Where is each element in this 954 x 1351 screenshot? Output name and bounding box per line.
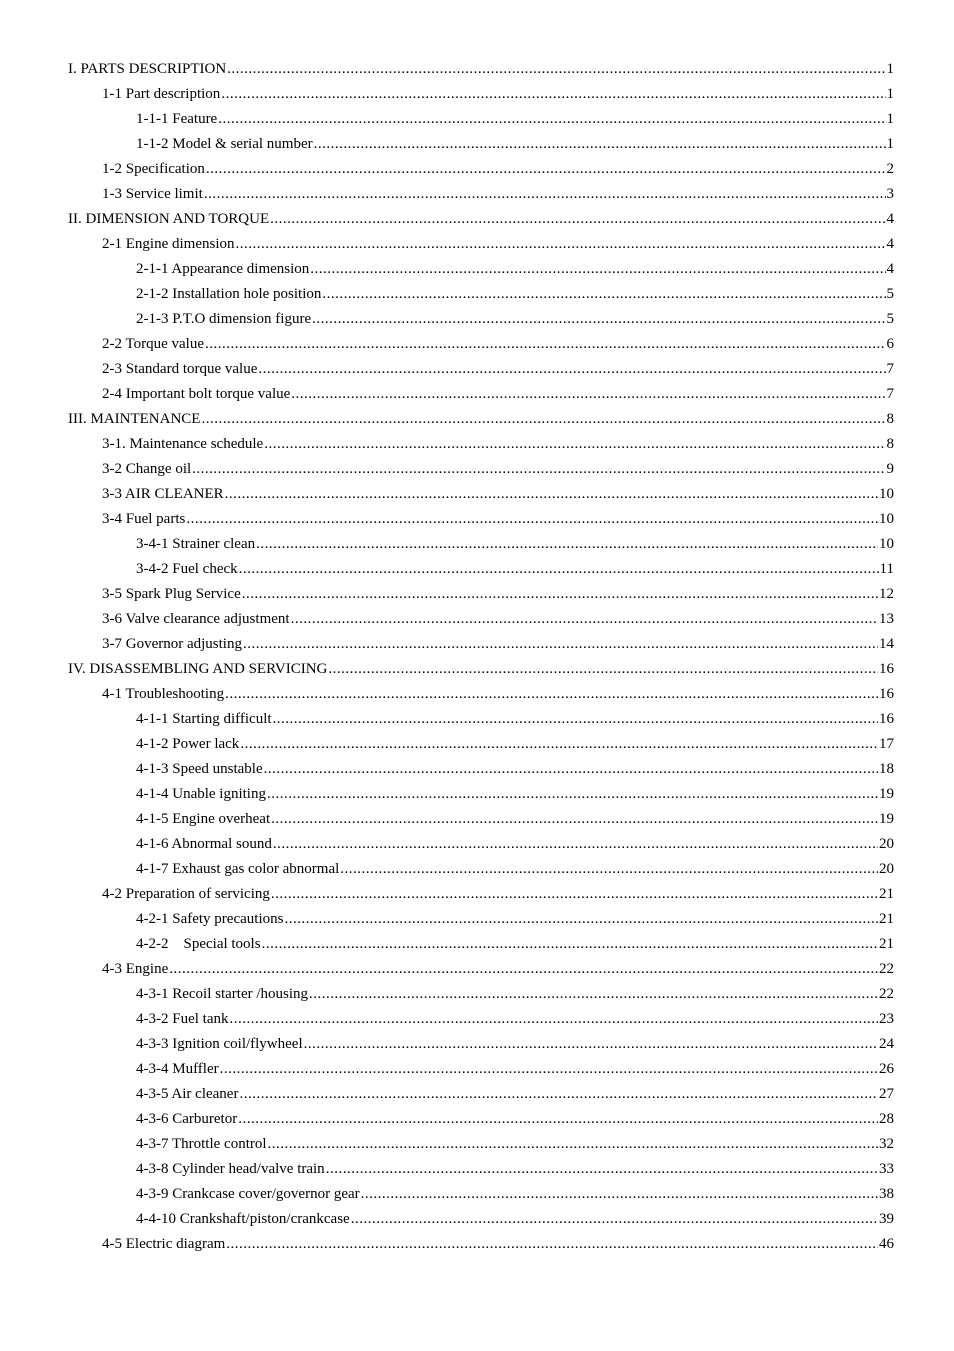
toc-entry-page-number: 9 — [886, 461, 894, 477]
toc-entry[interactable] — [0, 232, 954, 257]
toc-entry-page-number: 33 — [879, 1161, 894, 1177]
dot-leader — [262, 932, 878, 957]
dot-leader — [361, 1182, 878, 1207]
toc-entry-title: 2-1-2 Installation hole position — [136, 286, 322, 302]
toc-entry[interactable] — [0, 407, 954, 432]
dot-leader — [238, 1107, 878, 1132]
dot-leader — [351, 1207, 878, 1232]
toc-entry[interactable] — [0, 907, 954, 932]
dot-leader — [242, 582, 878, 607]
toc-entry-title: 1-3 Service limit — [102, 186, 203, 202]
dot-leader — [227, 57, 885, 82]
toc-entry[interactable] — [0, 532, 954, 557]
toc-entry[interactable] — [0, 957, 954, 982]
toc-entry-title: IV. DISASSEMBLING AND SERVICING — [68, 661, 328, 677]
toc-entry-page-number: 1 — [886, 136, 894, 152]
toc-entry[interactable] — [0, 82, 954, 107]
dot-leader — [268, 1132, 878, 1157]
toc-entry-title: 4-1-2 Power lack — [136, 736, 240, 752]
toc-entry-page-number: 19 — [879, 786, 894, 802]
toc-entry-title: I. PARTS DESCRIPTION — [68, 61, 227, 77]
toc-entry-page-number: 10 — [879, 536, 894, 552]
toc-entry[interactable] — [0, 707, 954, 732]
toc-entry-page-number: 17 — [879, 736, 894, 752]
dot-leader — [264, 757, 878, 782]
toc-entry-title: 4-3-6 Carburetor — [136, 1111, 238, 1127]
dot-leader — [271, 807, 878, 832]
toc-entry[interactable] — [0, 307, 954, 332]
toc-entry[interactable] — [0, 882, 954, 907]
toc-entry-title: 1-1-2 Model & serial number — [136, 136, 313, 152]
toc-entry-page-number: 4 — [886, 261, 894, 277]
toc-entry-page-number: 12 — [879, 586, 894, 602]
dot-leader — [264, 432, 885, 457]
dot-leader — [273, 707, 878, 732]
toc-entry[interactable] — [0, 1232, 954, 1257]
dot-leader — [258, 357, 885, 382]
toc-entry[interactable] — [0, 757, 954, 782]
dot-leader — [271, 882, 878, 907]
toc-entry[interactable] — [0, 1182, 954, 1207]
toc-entry[interactable] — [0, 657, 954, 682]
dot-leader — [206, 157, 886, 182]
toc-entry-title: III. MAINTENANCE — [68, 411, 201, 427]
toc-entry-title: 4-2-2 Special tools — [136, 936, 261, 952]
toc-entry-page-number: 4 — [886, 236, 894, 252]
toc-entry-title: 4-4-10 Crankshaft/piston/crankcase — [136, 1211, 350, 1227]
toc-entry-title: 4-3-5 Air cleaner — [136, 1086, 239, 1102]
dot-leader — [220, 1057, 878, 1082]
toc-entry-title: 4-2-1 Safety precautions — [136, 911, 284, 927]
toc-entry-page-number: 7 — [886, 386, 894, 402]
toc-entry-title: 4-1-6 Abnormal sound — [136, 836, 272, 852]
toc-entry[interactable] — [0, 857, 954, 882]
toc-entry-page-number: 22 — [879, 961, 894, 977]
toc-entry-page-number: 11 — [879, 561, 894, 577]
toc-entry[interactable] — [0, 1082, 954, 1107]
toc-entry-page-number: 8 — [886, 411, 894, 427]
table-of-contents — [0, 57, 954, 1257]
toc-entry-title: 4-5 Electric diagram — [102, 1236, 226, 1252]
toc-entry[interactable] — [0, 357, 954, 382]
toc-entry-page-number: 20 — [879, 836, 894, 852]
toc-entry-title: 4-3-2 Fuel tank — [136, 1011, 229, 1027]
toc-entry-title: 2-4 Important bolt torque value — [102, 386, 291, 402]
toc-entry-page-number: 1 — [886, 111, 894, 127]
toc-entry-title: 1-2 Specification — [102, 161, 205, 177]
dot-leader — [326, 1157, 878, 1182]
toc-entry[interactable] — [0, 107, 954, 132]
toc-entry-title: 3-1. Maintenance schedule — [102, 436, 264, 452]
toc-entry-title: 3-4-1 Strainer clean — [136, 536, 256, 552]
toc-entry[interactable] — [0, 1157, 954, 1182]
dot-leader — [240, 732, 878, 757]
toc-entry[interactable] — [0, 807, 954, 832]
toc-entry-page-number: 6 — [886, 336, 894, 352]
dot-leader — [304, 1032, 878, 1057]
toc-entry[interactable] — [0, 1107, 954, 1132]
dot-leader — [225, 682, 878, 707]
toc-entry-page-number: 3 — [886, 186, 894, 202]
toc-entry[interactable] — [0, 682, 954, 707]
toc-entry-page-number: 13 — [879, 611, 894, 627]
toc-entry-page-number: 16 — [879, 661, 894, 677]
toc-entry-page-number: 5 — [886, 311, 894, 327]
toc-entry-title: 2-1-3 P.T.O dimension figure — [136, 311, 312, 327]
toc-entry[interactable] — [0, 832, 954, 857]
toc-entry-title: 4-2 Preparation of servicing — [102, 886, 270, 902]
toc-entry-page-number: 22 — [879, 986, 894, 1002]
dot-leader — [256, 532, 878, 557]
toc-entry-title: 2-1 Engine dimension — [102, 236, 235, 252]
dot-leader — [201, 407, 885, 432]
toc-entry-page-number: 21 — [879, 886, 894, 902]
toc-entry[interactable] — [0, 557, 954, 582]
toc-entry-page-number: 27 — [879, 1086, 894, 1102]
toc-entry-title: 4-3-3 Ignition coil/flywheel — [136, 1036, 303, 1052]
dot-leader — [235, 232, 885, 257]
toc-entry-title: 4-1 Troubleshooting — [102, 686, 225, 702]
toc-entry-page-number: 46 — [879, 1236, 894, 1252]
toc-entry[interactable] — [0, 157, 954, 182]
toc-entry[interactable] — [0, 982, 954, 1007]
toc-entry[interactable] — [0, 182, 954, 207]
toc-entry-page-number: 38 — [879, 1186, 894, 1202]
toc-entry[interactable] — [0, 1057, 954, 1082]
dot-leader — [291, 382, 885, 407]
dot-leader — [205, 332, 886, 357]
dot-leader — [226, 1232, 878, 1257]
dot-leader — [239, 1082, 878, 1107]
dot-leader — [340, 857, 878, 882]
toc-entry-page-number: 4 — [886, 211, 894, 227]
toc-entry-title: 4-3-7 Throttle control — [136, 1136, 267, 1152]
toc-entry[interactable] — [0, 1207, 954, 1232]
toc-entry-page-number: 21 — [879, 911, 894, 927]
toc-entry-title: 4-3-1 Recoil starter /housing — [136, 986, 309, 1002]
toc-entry-title: II. DIMENSION AND TORQUE — [68, 211, 270, 227]
toc-entry-title: 3-4 Fuel parts — [102, 511, 186, 527]
toc-entry[interactable] — [0, 732, 954, 757]
toc-entry-title: 4-1-5 Engine overheat — [136, 811, 271, 827]
toc-entry-page-number: 5 — [886, 286, 894, 302]
toc-entry[interactable] — [0, 482, 954, 507]
dot-leader — [239, 557, 879, 582]
toc-entry[interactable] — [0, 457, 954, 482]
toc-entry[interactable] — [0, 57, 954, 82]
toc-entry-title: 4-3-8 Cylinder head/valve train — [136, 1161, 325, 1177]
toc-entry-title: 4-3-4 Muffler — [136, 1061, 219, 1077]
toc-entry-title: 4-1-3 Speed unstable — [136, 761, 263, 777]
toc-entry-title: 3-3 AIR CLEANER — [102, 486, 224, 502]
toc-entry-title: 3-7 Governor adjusting — [102, 636, 242, 652]
toc-entry[interactable] — [0, 1132, 954, 1157]
toc-entry-page-number: 10 — [879, 511, 894, 527]
toc-entry-page-number: 19 — [879, 811, 894, 827]
toc-entry-page-number: 20 — [879, 861, 894, 877]
dot-leader — [229, 1007, 878, 1032]
dot-leader — [328, 657, 878, 682]
toc-entry-page-number: 28 — [879, 1111, 894, 1127]
dot-leader — [169, 957, 878, 982]
toc-entry[interactable] — [0, 507, 954, 532]
toc-entry[interactable] — [0, 1007, 954, 1032]
toc-entry-page-number: 21 — [879, 936, 894, 952]
dot-leader — [192, 457, 885, 482]
dot-leader — [284, 907, 878, 932]
toc-entry[interactable] — [0, 432, 954, 457]
toc-entry-page-number: 2 — [886, 161, 894, 177]
toc-entry-title: 3-2 Change oil — [102, 461, 192, 477]
dot-leader — [312, 307, 885, 332]
toc-entry-title: 4-1-1 Starting difficult — [136, 711, 272, 727]
toc-entry-title: 4-1-7 Exhaust gas color abnormal — [136, 861, 340, 877]
dot-leader — [314, 132, 886, 157]
toc-entry[interactable] — [0, 1032, 954, 1057]
dot-leader — [243, 632, 878, 657]
dot-leader — [291, 607, 878, 632]
toc-entry-title: 2-3 Standard torque value — [102, 361, 258, 377]
toc-entry[interactable] — [0, 782, 954, 807]
toc-entry-title: 2-2 Torque value — [102, 336, 204, 352]
toc-entry-page-number: 23 — [879, 1011, 894, 1027]
toc-entry-title: 4-3 Engine — [102, 961, 169, 977]
dot-leader — [309, 982, 878, 1007]
dot-leader — [221, 82, 885, 107]
toc-entry-title: 2-1-1 Appearance dimension — [136, 261, 310, 277]
dot-leader — [204, 182, 886, 207]
toc-entry-title: 3-6 Valve clearance adjustment — [102, 611, 290, 627]
toc-entry-page-number: 32 — [879, 1136, 894, 1152]
dot-leader — [267, 782, 878, 807]
toc-entry-title: 1-1 Part description — [102, 86, 221, 102]
dot-leader — [225, 482, 878, 507]
toc-entry-page-number: 18 — [879, 761, 894, 777]
dot-leader — [218, 107, 885, 132]
toc-entry[interactable] — [0, 382, 954, 407]
dot-leader — [186, 507, 878, 532]
toc-entry-title: 3-5 Spark Plug Service — [102, 586, 241, 602]
toc-entry-page-number: 7 — [886, 361, 894, 377]
toc-entry-page-number: 8 — [886, 436, 894, 452]
toc-entry[interactable] — [0, 582, 954, 607]
toc-entry-page-number: 24 — [879, 1036, 894, 1052]
toc-entry-page-number: 26 — [879, 1061, 894, 1077]
dot-leader — [322, 282, 885, 307]
toc-entry[interactable] — [0, 132, 954, 157]
toc-entry[interactable] — [0, 332, 954, 357]
toc-entry-page-number: 39 — [879, 1211, 894, 1227]
toc-entry[interactable] — [0, 257, 954, 282]
toc-entry-page-number: 1 — [886, 61, 894, 77]
toc-entry-page-number: 1 — [886, 86, 894, 102]
toc-entry-title: 3-4-2 Fuel check — [136, 561, 238, 577]
toc-entry[interactable] — [0, 282, 954, 307]
toc-entry[interactable] — [0, 207, 954, 232]
toc-entry-title: 4-1-4 Unable igniting — [136, 786, 266, 802]
toc-entry-page-number: 10 — [879, 486, 894, 502]
dot-leader — [273, 832, 878, 857]
dot-leader — [270, 207, 885, 232]
toc-entry-title: 4-3-9 Crankcase cover/governor gear — [136, 1186, 360, 1202]
dot-leader — [310, 257, 885, 282]
toc-entry[interactable] — [0, 607, 954, 632]
toc-entry-title: 1-1-1 Feature — [136, 111, 218, 127]
toc-entry-page-number: 16 — [879, 711, 894, 727]
toc-entry[interactable] — [0, 632, 954, 657]
toc-entry-page-number: 14 — [879, 636, 894, 652]
toc-entry[interactable] — [0, 932, 954, 957]
toc-entry-page-number: 16 — [879, 686, 894, 702]
